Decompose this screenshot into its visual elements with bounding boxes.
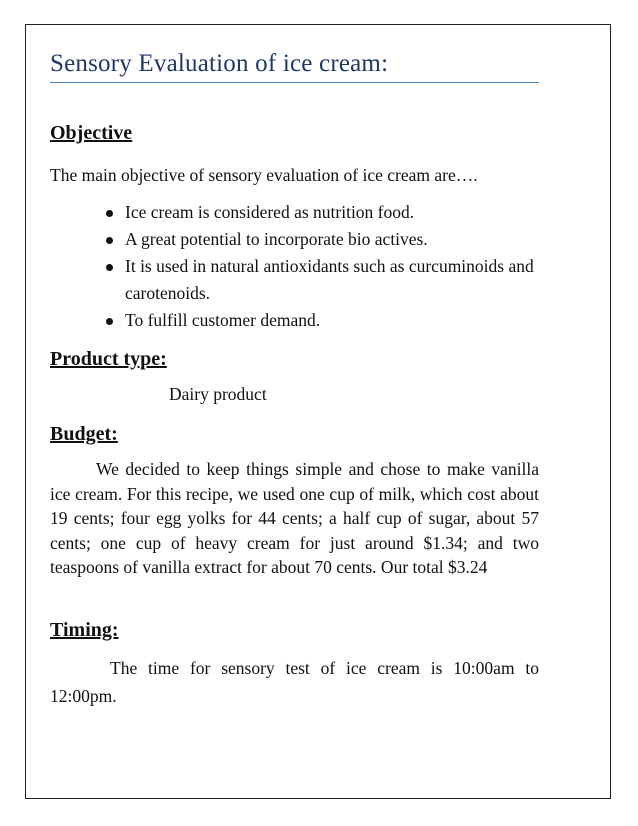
budget-text: We decided to keep things simple and chose to make vanilla ice cream. For this recipe, we used one cup of milk, which cost about 19 cents; four egg yolks for 44 cents; a half cup of sugar, about 57 cents; one cup of heavy cream for just around $1.34; and two teaspoons of vanilla extract for about 70 cents. Our total $3.24 <box>50 459 539 577</box>
list-item <box>50 253 539 307</box>
budget-heading: Budget: <box>50 423 118 445</box>
bullet-icon <box>106 318 113 325</box>
bullet-text: To fulfill customer demand. <box>125 310 321 330</box>
bullet-text: Ice cream is considered as nutrition food. <box>125 202 415 222</box>
bullet-icon <box>106 237 113 244</box>
list-item <box>50 307 539 334</box>
objective-bullet-list <box>50 199 539 334</box>
list-item <box>50 199 539 226</box>
document-title: Sensory Evaluation of ice cream: <box>50 50 389 77</box>
objective-heading: Objective <box>50 122 133 144</box>
product-type-heading: Product type: <box>50 348 167 370</box>
bullet-text: It is used in natural antioxidants such as curcuminoids and carotenoids. <box>125 256 534 303</box>
timing-text: The time for sensory test of ice cream is 10:00am to 12:00pm. <box>50 658 539 706</box>
bullet-text: A great potential to incorporate bio actives. <box>125 229 428 249</box>
timing-heading: Timing: <box>50 619 119 641</box>
bullet-icon <box>106 264 113 271</box>
list-item <box>50 226 539 253</box>
objective-intro: The main objective of sensory evaluation of ice cream are…. <box>50 165 478 185</box>
bullet-icon <box>106 210 113 217</box>
product-type-text: Dairy product <box>169 384 267 404</box>
title-underline-rule <box>50 82 539 83</box>
